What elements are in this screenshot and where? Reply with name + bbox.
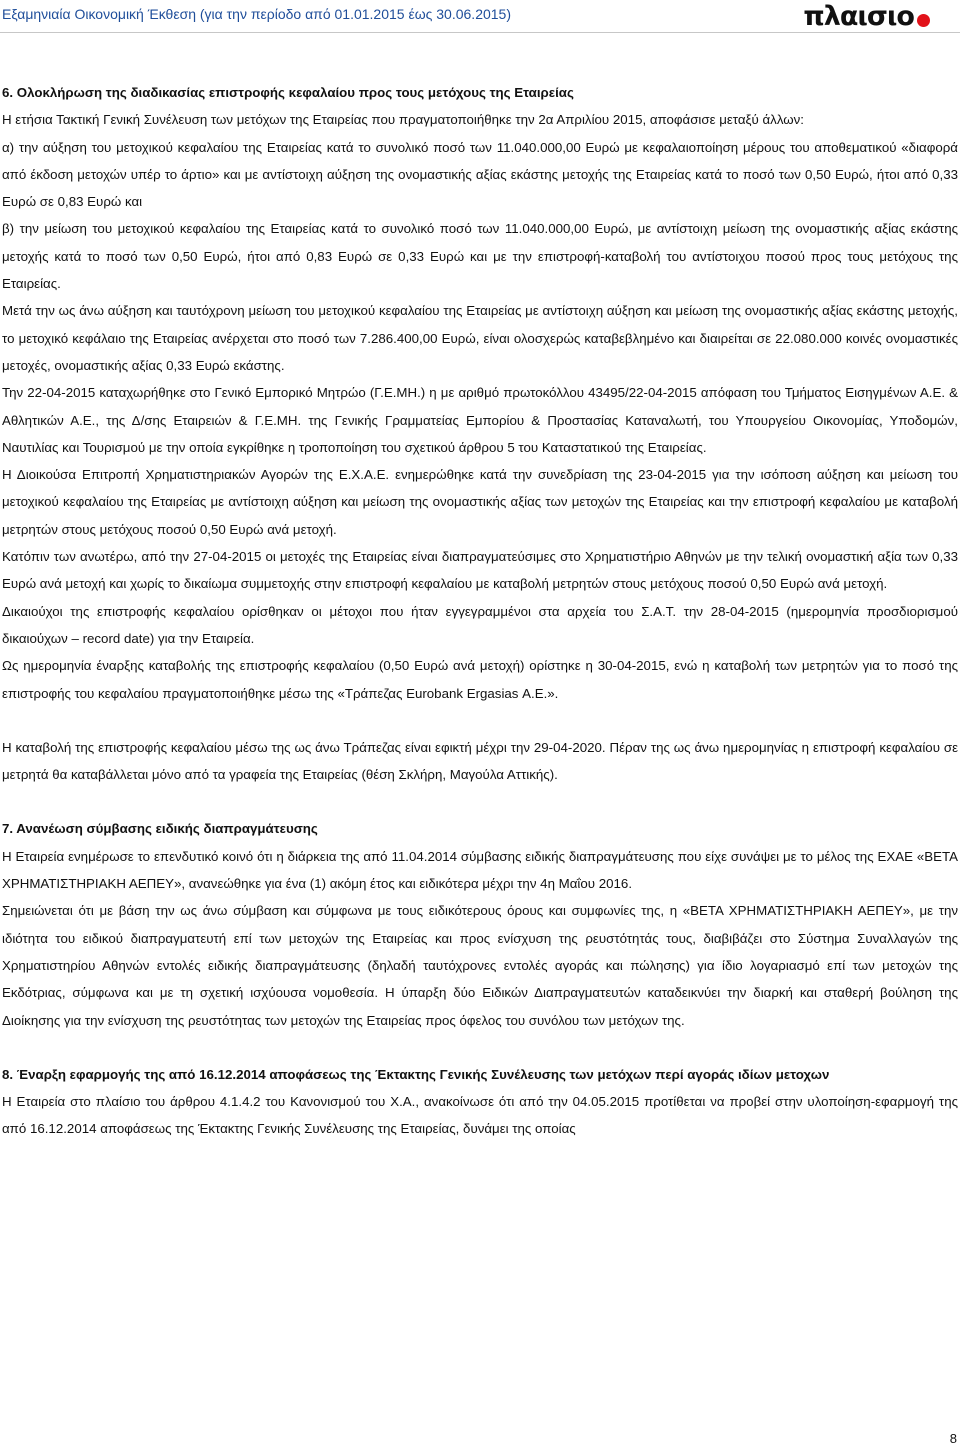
report-title: Εξαμηνιαία Οικονομική Έκθεση (για την περίοδο από 01.01.2015 έως 30.06.2015) bbox=[2, 6, 511, 22]
section-6-paragraph: Η Διοικούσα Επιτροπή Χρηματιστηριακών Αγορών της Ε.Χ.Α.Ε. ενημερώθηκε κατά την συνεδρίαση της 23-04-2015 για την ισόποση αύξηση και μείωση του μετοχικού κεφαλαίου της Εταιρείας με αντίστοιχη αύξηση και μείωση της ονομαστικής αξίας των μετοχών της Εταιρείας και την επιστροφή κεφαλαίου με καταβολή μετρητών στους μετόχους ποσού 0,50 Ευρώ ανά μετοχή. bbox=[2, 467, 958, 537]
section-6-paragraph: Δικαιούχοι της επιστροφής κεφαλαίου ορίσθηκαν οι μέτοχοι που ήταν εγγεγραμμένοι στα αρχεία του Σ.Α.Τ. την 28-04-2015 (ημερομηνία προσδιορισμού δικαιούχων – record date) για την Εταιρεία. bbox=[2, 603, 958, 646]
page-header bbox=[0, 0, 960, 34]
paragraph-gap bbox=[2, 707, 958, 734]
section-6-paragraph: Την 22-04-2015 καταχωρήθηκε στο Γενικό Εμπορικό Μητρώο (Γ.Ε.ΜΗ.) η με αριθμό πρωτοκόλλου 43495/22-04-2015 απόφαση του Τμήματος Εισηγμένων Α.Ε. & Αθλητικών Α.Ε., της Δ/σης Εταιρειών & Γ.Ε.ΜΗ. της Γενικής Γραμματείας Εμπορίου & Προστασίας Καταναλωτή, του Υπουργείου Οικονομίας, Υποδομών, Ναυτιλίας και Τουρισμού με την οποία εγκρίθηκε η τροποποίηση του σχετικού άρθρου 5 του Καταστατικού της Εταιρείας. bbox=[2, 385, 958, 455]
section-6-paragraph: α) την αύξηση του μετοχικού κεφαλαίου της Εταιρείας κατά το συνολικό ποσό των 11.040.000,00 Ευρώ με κεφαλαιοποίηση μέρους του αποθεματικού «διαφορά από έκδοση μετοχών υπέρ το άρτιο» και με αντίστοιχη αύξηση της ονομαστικής αξίας εκάστης μετοχής της Εταιρείας κατά το ποσό των 0,50 Ευρώ, ήτοι από 0,33 Ευρώ σε 0,83 Ευρώ και bbox=[2, 139, 958, 210]
section-6-paragraph: Ως ημερομηνία έναρξης καταβολής της επιστροφής κεφαλαίου (0,50 Ευρώ ανά μετοχή) ορίστηκε η 30-04-2015, ενώ η καταβολή των μετρητών για το ποσό της επιστροφής του κεφαλαίου πραγματοποιήθηκε μέσω της «Τράπεζας Eurobank Ergasias Α.Ε.». bbox=[2, 658, 958, 701]
section-6-paragraph: Κατόπιν των ανωτέρω, από την 27-04-2015 οι μετοχές της Εταιρείας είναι διαπραγματεύσιμες στο Χρηματιστήριο Αθηνών με την τελική ονομαστική αξία των 0,33 Ευρώ ανά μετοχή και χωρίς το δικαίωμα συμμετοχής στην επιστροφή κεφαλαίου με καταβολή μετρητών στους μετόχους ποσού 0,50 Ευρώ ανά μετοχή. bbox=[2, 549, 958, 592]
section-6-closing: Η καταβολή της επιστροφής κεφαλαίου μέσω της ως άνω Τράπεζας είναι εφικτή μέχρι την 29-04-2020. Πέραν της ως άνω ημερομηνίας η επιστροφή κεφαλαίου σε μετρητά θα καταβάλλεται μόνο από τα γραφεία της Εταιρείας (θέση Σκλήρη, Μαγούλα Αττικής). bbox=[2, 739, 958, 783]
section-7-paragraph: Η Εταιρεία ενημέρωσε το επενδυτικό κοινό ότι η διάρκεια της από 11.04.2014 σύμβασης ειδικής διαπραγμάτευσης που είχε συνάψει με το μέλος της ΕΧΑΕ «BETA ΧΡΗΜΑΤΙΣΤΗΡΙΑΚΗ ΑΕΠΕΥ», ανανεώθηκε για ένα (1) ακόμη έτος και ειδικότερα μέχρι την 4η Μαΐου 2016. bbox=[2, 848, 958, 892]
header-divider bbox=[0, 32, 960, 33]
logo-wordmark: πλαισιο bbox=[803, 1, 914, 32]
section-7-heading: 7. Ανανέωση σύμβασης ειδικής διαπραγμάτευσης bbox=[2, 821, 318, 837]
paragraph-gap bbox=[2, 788, 958, 815]
section-7-paragraph: Σημειώνεται ότι με βάση την ως άνω σύμβαση και σύμφωνα με τους ειδικότερους όρους και συμφωνίες της, η «BETA ΧΡΗΜΑΤΙΣΤΗΡΙΑΚΗ ΑΕΠΕΥ», με την ιδιότητα του ειδικού διαπραγματευτή επί των μετοχών της Εταιρείας και προς ενίσχυση της ρευστότητάς τους, διαβιβάζει στο Σύστημα Συναλλαγών της Χρηματιστηρίου Αθηνών εντολές ειδικής διαπραγμάτευσης (δηλαδή ταυτόχρονες εντολές αγοράς και πώλησης) για ίδιο λογαριασμό επί των μετοχών της Εκδότριας, σύμφωνα και με τη σχετική ισχύουσα νομοθεσία. Η ύπαρξη δύο Ειδικών Διαπραγματευτών καταδεικνύει την διαρκή και σταθερή βούληση της Διοίκησης για την ενίσχυση της ρευστότητας των μετοχών της Εταιρείας προς όφελος του συνόλου των μετόχων της. bbox=[2, 903, 958, 1028]
section-8-paragraph: Η Εταιρεία στο πλαίσιο του άρθρου 4.1.4.2 του Κανονισμού του Χ.Α., ανακοίνωσε ότι από την 04.05.2015 προτίθεται να προβεί στην υλοποίηση-εφαρμογή της από 16.12.2014 αποφάσεως της Έκτακτης Γενικής Συνέλευσης της Εταιρείας, δυνάμει της οποίας bbox=[2, 1094, 958, 1137]
document-body bbox=[2, 79, 958, 1143]
paragraph-gap bbox=[2, 1034, 958, 1061]
plaisio-logo bbox=[803, 2, 930, 32]
logo-dot-icon bbox=[917, 14, 930, 27]
section-8-heading: 8. Έναρξη εφαρμογής της από 16.12.2014 αποφάσεως της Έκτακτης Γενικής Συνέλευσης των μετόχων περί αγοράς ιδίων μετοχων bbox=[2, 1066, 830, 1082]
section-6-paragraph: Η ετήσια Τακτική Γενική Συνέλευση των μετόχων της Εταιρείας που πραγματοποιήθηκε την 2α Απριλίου 2015, αποφάσισε μεταξύ άλλων: bbox=[2, 112, 804, 128]
section-6-paragraph: β) την μείωση του μετοχικού κεφαλαίου της Εταιρείας κατά το συνολικό ποσό των 11.040.000,00 Ευρώ, με αντίστοιχη μείωση της ονομαστικής αξίας εκάστης μετοχής κατά το ποσό των 0,50 Ευρώ, ήτοι από 0,83 Ευρώ σε 0,33 Ευρώ και με την επιστροφή-καταβολή του αντίστοιχου ποσού προς τους μετόχους της Εταιρείας. bbox=[2, 221, 958, 292]
section-6-paragraph: Μετά την ως άνω αύξηση και ταυτόχρονη μείωση του μετοχικού κεφαλαίου της Εταιρείας με αντίστοιχη αύξηση και μείωση της ονομαστικής αξίας εκάστης μετοχής, το μετοχικό κεφάλαιο της Εταιρείας ανέρχεται στο ποσό των 7.286.400,00 Ευρώ, είναι ολοσχερώς καταβεβλημένο και διαιρείται σε 22.080.000 κοινές ονομαστικές μετοχές, ονομαστικής αξίας 0,33 Ευρώ εκάστης. bbox=[2, 303, 958, 373]
section-6-heading: 6. Ολοκλήρωση της διαδικασίας επιστροφής κεφαλαίου προς τους μετόχους της Εταιρείας bbox=[2, 85, 574, 100]
page-number: 8 bbox=[949, 1431, 957, 1446]
